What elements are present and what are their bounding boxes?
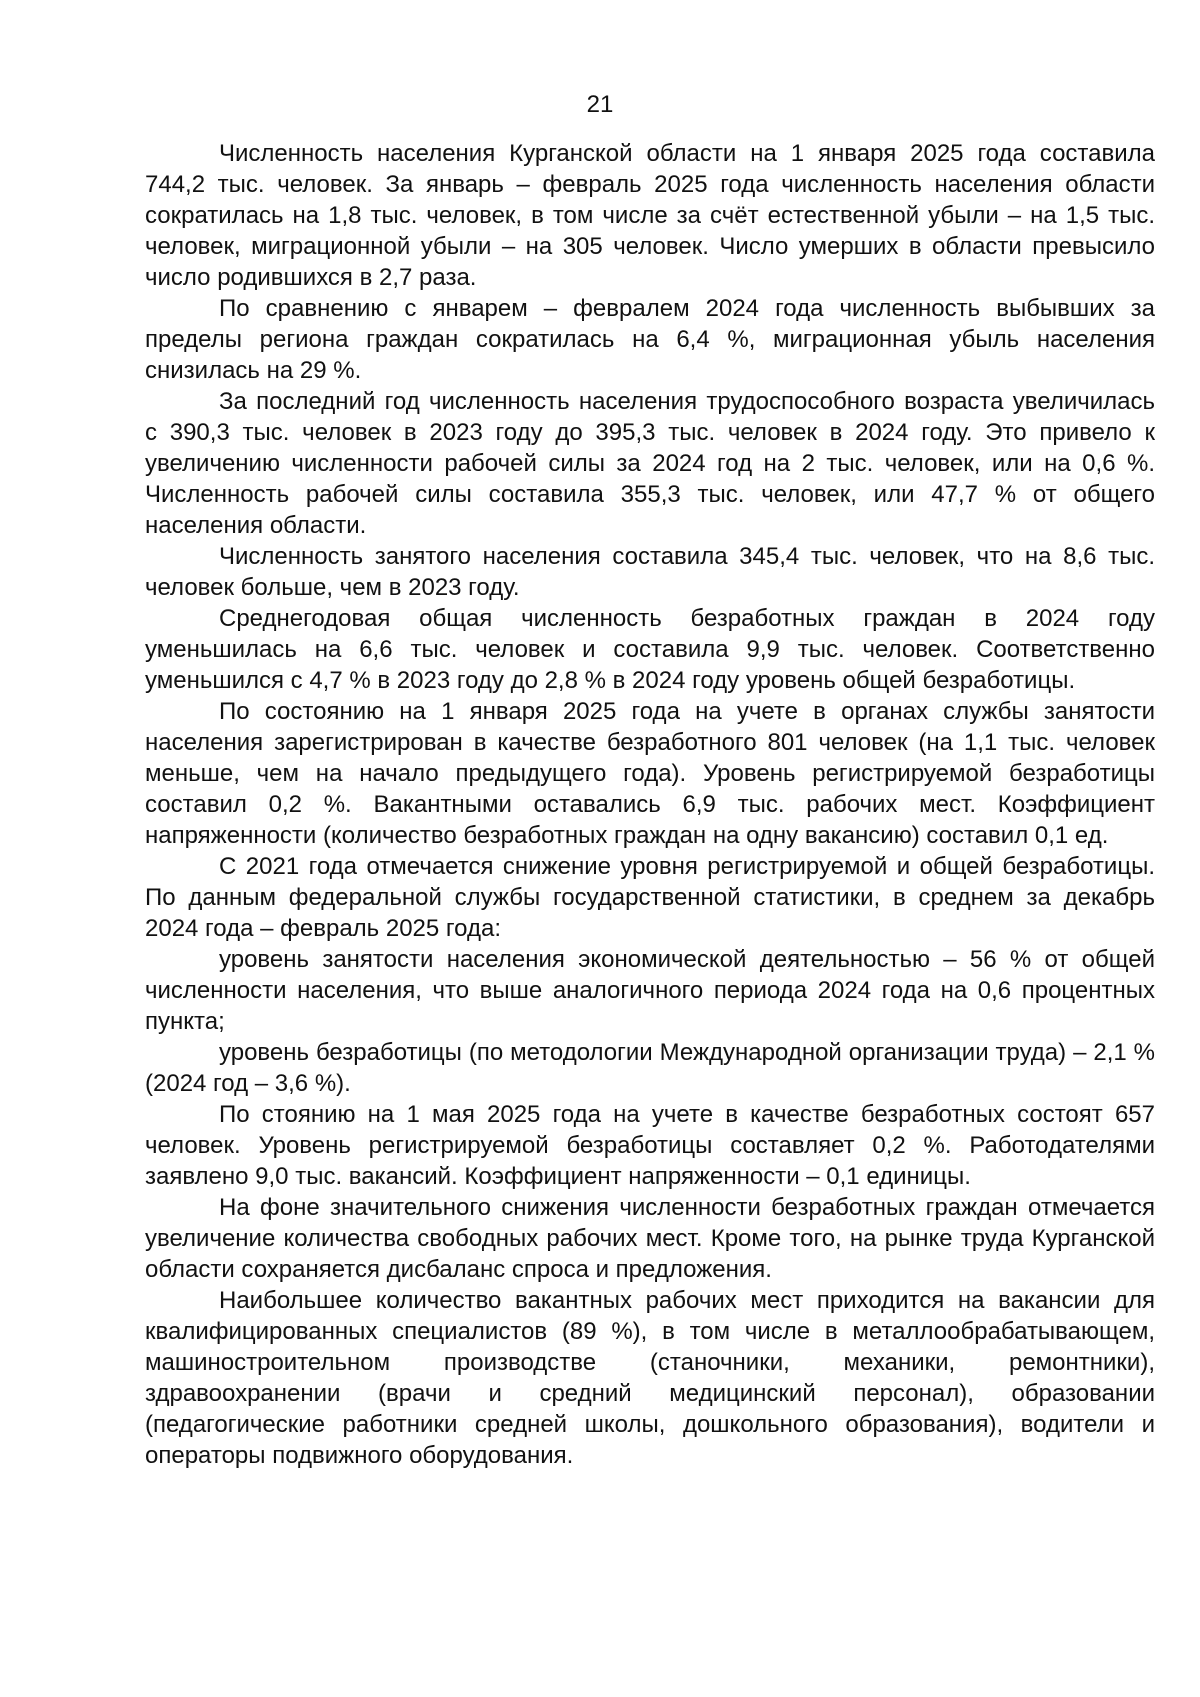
paragraph-employed: Численность занятого населения составила 345,4 тыс. человек, что на 8,6 тыс. человек больше, чем в 2023 году. — [145, 543, 1155, 601]
paragraph-vacancies: Наибольшее количество вакантных рабочих мест приходится на вакансии для квалифицированных специалистов (89 %), в том числе в металлообрабатывающем, машиностроительном производстве (станочники, механики, ремонтники), здравоохранении (врачи и средний медицинский персонал), образовании (педагогические работники средней школы, дошкольного образования), водители и операторы подвижного оборудования. — [145, 1287, 1155, 1469]
document-body — [145, 138, 1155, 1471]
paragraph-registered-unemployment: По состоянию на 1 января 2025 года на учете в органах службы занятости населения зарегистрирован в качестве безработного 801 человек (на 1,1 тыс. человек меньше, чем на начало предыдущего года). Уровень регистрируемой безработицы составил 0,2 %. Вакантными оставались 6,9 тыс. рабочих мест. Коэффициент напряженности (количество безработных граждан на одну вакансию) составил 0,1 ед. — [145, 698, 1155, 849]
paragraph-unemployment-average: Среднегодовая общая численность безработных граждан в 2024 году уменьшилась на 6,6 тыс. человек и составила 9,9 тыс. человек. Соответственно уменьшился с 4,7 % в 2023 году до 2,8 % в 2024 году уровень общей безработицы. — [145, 605, 1155, 694]
paragraph-may-2025: По стоянию на 1 мая 2025 года на учете в качестве безработных состоят 657 человек. Уровень регистрируемой безработицы составляет 0,2 %. Работодателями заявлено 9,0 тыс. вакансий. Коэффициент напряженности – 0,1 единицы. — [145, 1101, 1155, 1190]
paragraph-imbalance: На фоне значительного снижения численности безработных граждан отмечается увеличение количества свободных рабочих мест. Кроме того, на рынке труда Курганской области сохраняется дисбаланс спроса и предложения. — [145, 1194, 1155, 1283]
paragraph-migration: По сравнению с январем – февралем 2024 года численность выбывших за пределы региона граждан сократилась на 6,4 %, миграционная убыль населения снизилась на 29 %. — [145, 295, 1155, 384]
paragraph-since-2021: С 2021 года отмечается снижение уровня регистрируемой и общей безработицы. По данным федеральной службы государственной статистики, в среднем за декабрь 2024 года – февраль 2025 года: — [145, 853, 1155, 942]
page-number: 21 — [586, 91, 614, 118]
paragraph-working-age: За последний год численность населения трудоспособного возраста увеличилась с 390,3 тыс. человек в 2023 году до 395,3 тыс. человек в 2024 году. Это привело к увеличению численности рабочей силы за 2024 год на 2 тыс. человек, или на 0,6 %. Численность рабочей силы составила 355,3 тыс. человек, или 47,7 % от общего населения области. — [145, 388, 1155, 539]
paragraph-unemployment-level: уровень безработицы (по методологии Международной организации труда) – 2,1 % (2024 год – 3,6 %). — [145, 1039, 1155, 1097]
paragraph-population: Численность населения Курганской области на 1 января 2025 года составила 744,2 тыс. человек. За январь – февраль 2025 года численность населения области сократилась на 1,8 тыс. человек, в том числе за счёт естественной убыли – на 1,5 тыс. человек, миграционной убыли – на 305 человек. Число умерших в области превысило число родившихся в 2,7 раза. — [145, 140, 1155, 291]
paragraph-employment-level: уровень занятости населения экономической деятельностью – 56 % от общей численности населения, что выше аналогичного периода 2024 года на 0,6 процентных пункта; — [145, 946, 1155, 1035]
